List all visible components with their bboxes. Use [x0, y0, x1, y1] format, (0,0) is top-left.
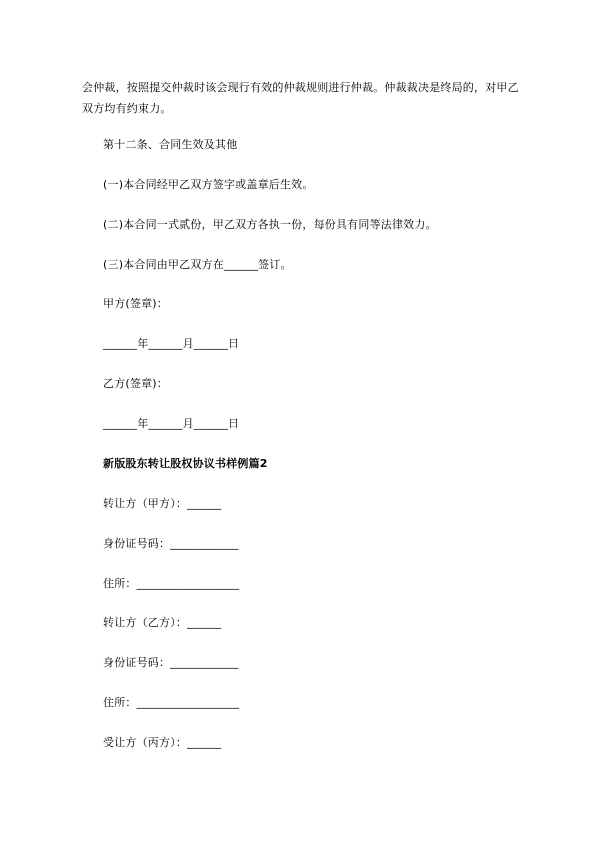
article-12-heading: 第十二条、合同生效及其他	[103, 138, 238, 151]
party-b-date-line: ______年______月______日	[103, 417, 240, 430]
transferor-b-id-line: 身份证号码：____________	[103, 656, 239, 669]
party-a-signature-label: 甲方(签章)：	[103, 297, 168, 310]
transferor-b-line: 转让方（乙方）：______	[103, 616, 222, 629]
section-heading-2: 新版股东转让股权协议书样例篇2	[103, 457, 268, 470]
transferor-b-address-line: 住所：__________________	[103, 696, 240, 709]
transferor-a-address-line: 住所：__________________	[103, 577, 240, 590]
arbitration-paragraph: 会仲裁，按照提交仲裁时该会现行有效的仲裁规则进行仲裁。仲裁裁决是终局的，对甲乙双方均有约束力。	[82, 81, 519, 115]
clause-item-2: (二)本合同一式贰份，甲乙双方各执一份，每份具有同等法律效力。	[103, 218, 437, 231]
party-a-date-line: ______年______月______日	[103, 337, 240, 350]
transferor-a-line: 转让方（甲方）：______	[103, 497, 222, 510]
clause-item-3: (三)本合同由甲乙双方在______签订。	[103, 258, 292, 271]
party-b-signature-label: 乙方(签章)：	[103, 377, 168, 390]
clause-item-1: (一)本合同经甲乙双方签字或盖章后生效。	[103, 178, 314, 191]
transferor-a-id-line: 身份证号码：____________	[103, 537, 239, 550]
transferee-c-line: 受让方（丙方）：______	[103, 736, 222, 749]
